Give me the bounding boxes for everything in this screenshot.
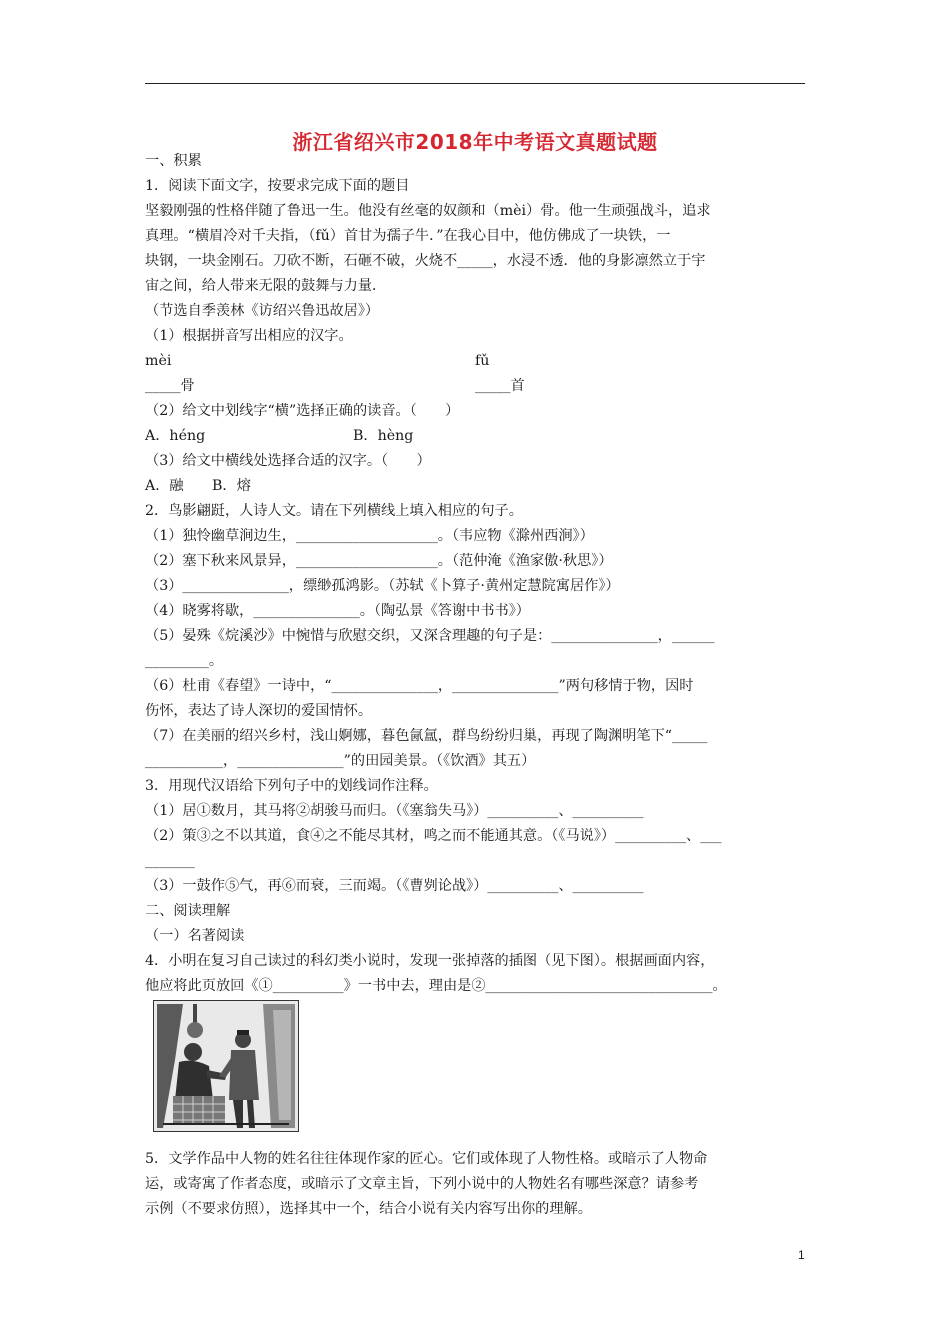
passage-line: 宙之间，给人带来无限的鼓舞与力量．	[145, 278, 387, 294]
sub-question: （2）塞下秋来风景异，____________________。（范仲淹《渔家傲·秋思》）	[145, 553, 613, 569]
sub-question: （3）给文中横线处选择合适的汉字。（ ）	[145, 453, 431, 469]
sub-question-cont: 伤怀，表达了诗人深切的爱国情怀。	[145, 703, 373, 719]
subsection-heading: （一）名著阅读	[145, 928, 245, 944]
illustration-image	[153, 1000, 299, 1132]
section-heading: 一、积累	[145, 153, 202, 169]
question-5-cont: 运，或寄寓了作者态度，或暗示了文章主旨，下列小说中的人物姓名有哪些深意？请参考	[145, 1176, 699, 1192]
page-title: 浙江省绍兴市2018年中考语文真题试题	[292, 130, 658, 154]
question-4-cont: 他应将此页放回《①__________》一书中去，理由是②________________________________。	[145, 978, 727, 994]
passage-line: 坚毅刚强的性格伴随了鲁迅一生。他没有丝毫的奴颜和（mèi）骨。他一生顽强战斗，追求	[145, 203, 711, 219]
blank-answer: _____首	[475, 378, 525, 394]
pinyin-label: mèi	[145, 353, 172, 369]
sub-question: （6）杜甫《春望》一诗中，“_______________，_______________”两句移情于物，因时	[145, 678, 694, 694]
question-2: 2．鸟影翩跹，人诗人文。请在下列横线上填入相应的句子。	[145, 503, 523, 519]
question-1: 1．阅读下面文字，按要求完成下面的题目	[145, 178, 410, 194]
sub-question-cont: ___________，_______________”的田园美景。（《饮酒》其五）	[145, 753, 536, 769]
question-3: 3．用现代汉语给下列句子中的划线词作注释。	[145, 778, 438, 794]
option-b: B．hèng	[353, 428, 414, 444]
sub-question: （1）居①数月，其马将②胡骏马而归。（《塞翁失马》）__________、__________	[145, 803, 644, 819]
sub-question: （7）在美丽的绍兴乡村，浅山婀娜，暮色氤氲，群鸟纷纷归巢，再现了陶渊明笔下“_____	[145, 728, 708, 744]
sub-question: （1）独怜幽草涧边生，____________________。（韦应物《滁州西涧》）	[145, 528, 594, 544]
sub-question: （3）_______________，缥缈孤鸿影。（苏轼《卜算子·黄州定慧院寓居作》）	[145, 578, 620, 594]
sub-question-cont: _______	[145, 853, 195, 869]
question-4: 4．小明在复习自己读过的科幻类小说时，发现一张掉落的插图（见下图）。根据画面内容，	[145, 953, 715, 969]
sub-question: （3）一鼓作⑤气，再⑥而衰，三而竭。（《曹刿论战》）__________、__________	[145, 878, 644, 894]
question-5: 5．文学作品中人物的姓名往往体现作家的匠心。它们或体现了人物性格。或暗示了人物命	[145, 1151, 708, 1167]
options: A．融 B．熔	[145, 478, 251, 494]
sub-question-cont: _________。	[145, 653, 224, 669]
source-note: （节选自季羡林《访绍兴鲁迅故居》）	[145, 303, 380, 319]
option-a: A．héng	[145, 428, 206, 444]
question-5-cont: 示例（不要求仿照），选择其中一个，结合小说有关内容写出你的理解。	[145, 1201, 592, 1217]
passage-line: 真理。“横眉冷对千夫指，（fǔ）首甘为孺子牛．”在我心目中，他仿佛成了一块铁，一	[145, 228, 671, 244]
passage-line: 块钢，一块金刚石。刀砍不断，石砸不破，火烧不_____，水浸不透．他的身影凛然立于宇	[145, 253, 706, 269]
blank-answer: _____骨	[145, 378, 195, 394]
section-heading: 二、阅读理解	[145, 903, 231, 919]
page-number: 1	[798, 1248, 805, 1262]
sub-question: （2）给文中划线字“横”选择正确的读音。（ ）	[145, 403, 460, 419]
pinyin-label: fǔ	[475, 353, 490, 369]
sub-question: （5）晏殊《烷溪沙》中惋惜与欣慰交织，又深含理趣的句子是：_______________，______	[145, 628, 715, 644]
sub-question: （4）晓雾将歇，_______________。（陶弘景《答谢中书书》）	[145, 603, 530, 619]
sub-question: （2）策③之不以其道，食④之不能尽其材，鸣之而不能通其意。（《马说》）__________、___	[145, 828, 722, 844]
header-rule	[145, 83, 805, 84]
sub-question: （1）根据拼音写出相应的汉字。	[145, 328, 353, 344]
